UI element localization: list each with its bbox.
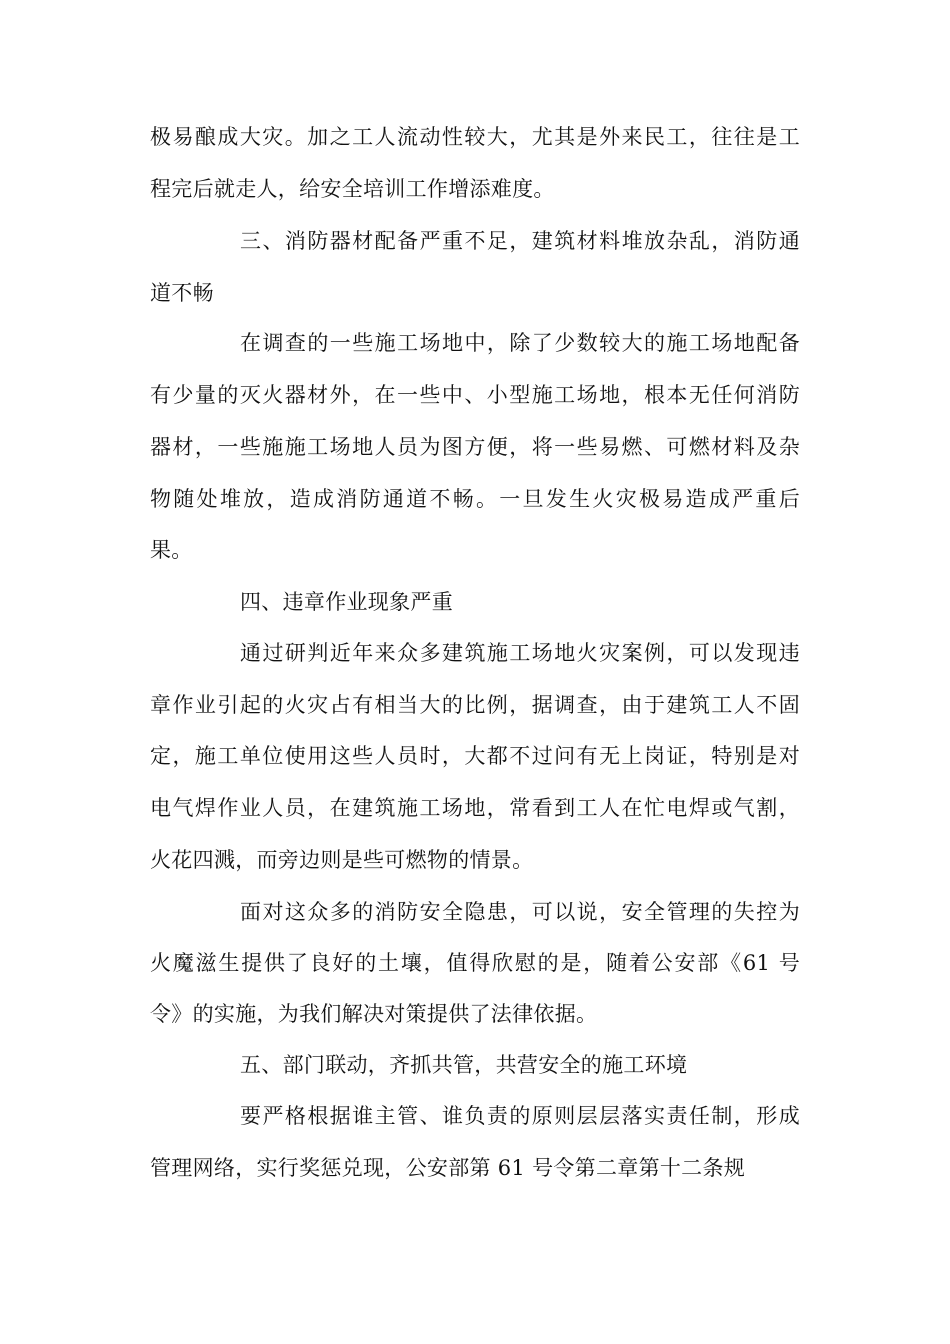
- section-heading-4: 四、违章作业现象严重: [240, 590, 453, 614]
- text-line-16: 面对这众多的消防安全隐患，可以说，安全管理的失控为: [240, 900, 800, 924]
- text-line-20: 要严格根据谁主管、谁负责的原则层层落实责任制，形成: [240, 1104, 800, 1128]
- text-line-9: 果。: [150, 538, 193, 562]
- text-line-12: 章作业引起的火灾占有相当大的比例，据调查，由于建筑工人不固: [150, 693, 800, 717]
- text-line-5: 在调查的一些施工场地中，除了少数较大的施工场地配备: [240, 331, 800, 355]
- text-line-17: 火魔滋生提供了良好的土壤，值得欣慰的是，随着公安部《61 号: [150, 951, 800, 975]
- text-line-11: 通过研判近年来众多建筑施工场地火灾案例，可以发现违: [240, 641, 800, 665]
- section-heading-5: 五、部门联动，齐抓共管，共营安全的施工环境: [240, 1053, 688, 1077]
- text-line-15: 火花四溅，而旁边则是些可燃物的情景。: [150, 848, 534, 872]
- text-line-7: 器材，一些施施工场地人员为图方便，将一些易燃、可燃材料及杂: [150, 435, 800, 459]
- text-line-21: 管理网络，实行奖惩兑现，公安部第 61 号令第二章第十二条规: [150, 1156, 746, 1180]
- section-heading-3-line-1: 三、消防器材配备严重不足，建筑材料堆放杂乱，消防通: [240, 229, 800, 253]
- text-line-14: 电气焊作业人员，在建筑施工场地，常看到工人在忙电焊或气割，: [150, 796, 800, 820]
- text-line-13: 定，施工单位使用这些人员时，大都不过问有无上岗证，特别是对: [150, 744, 800, 768]
- text-line-1: 极易酿成大灾。加之工人流动性较大，尤其是外来民工，往往是工: [150, 125, 800, 149]
- text-line-18: 令》的实施，为我们解决对策提供了法律依据。: [150, 1002, 598, 1026]
- text-line-6: 有少量的灭火器材外，在一些中、小型施工场地，根本无任何消防: [150, 383, 800, 407]
- text-line-2: 程完后就走人，给安全培训工作增添难度。: [150, 177, 555, 201]
- text-line-8: 物随处堆放，造成消防通道不畅。一旦发生火灾极易造成严重后: [150, 487, 800, 511]
- section-heading-3-line-2: 道不畅: [150, 281, 214, 305]
